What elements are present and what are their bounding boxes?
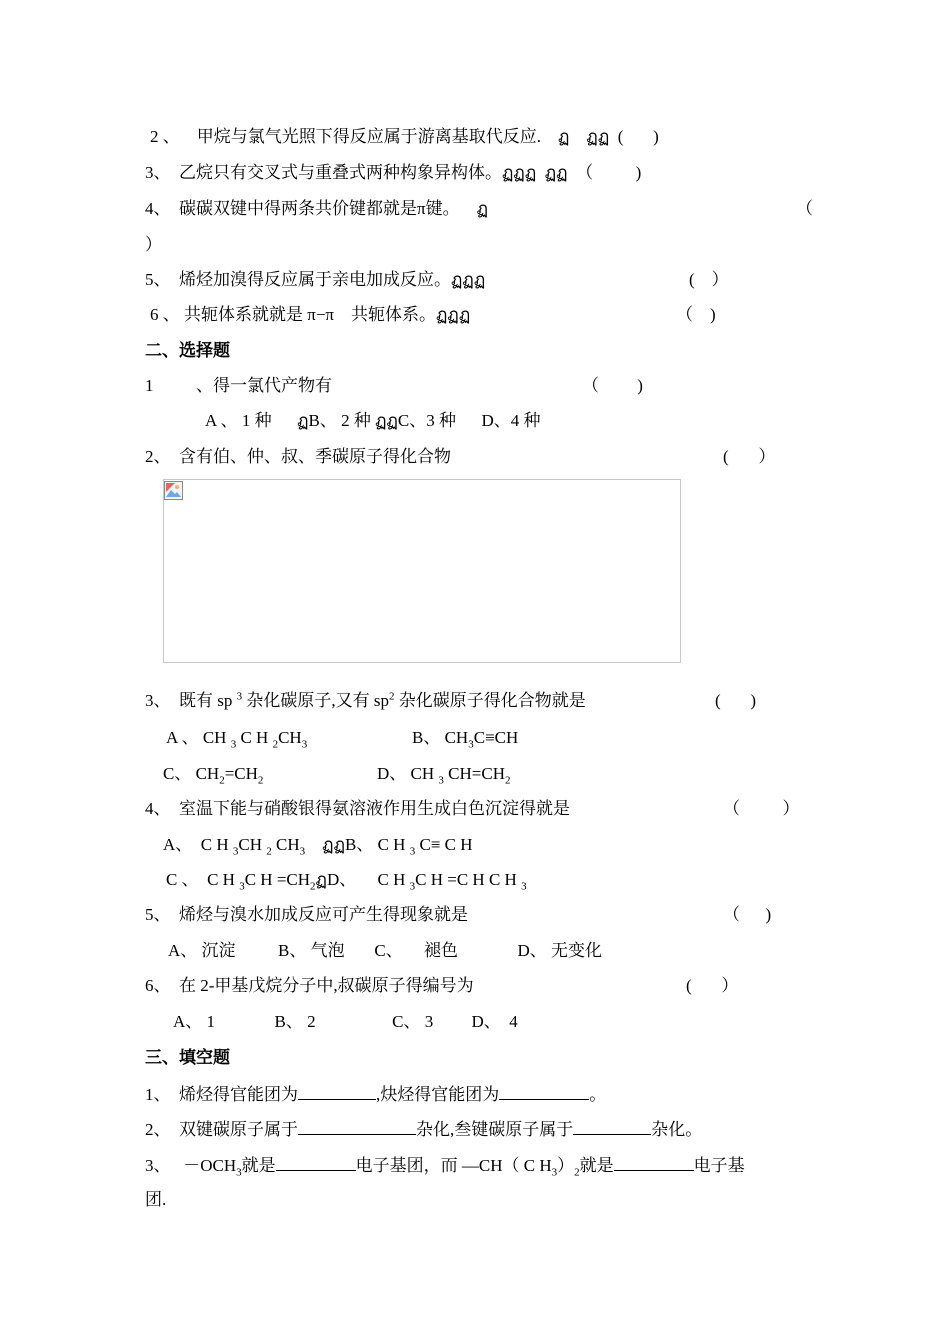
fill-blank[interactable] <box>276 1153 356 1171</box>
judge-q5: 5、 烯烃加溴得反应属于亲电加成反应。ฏฏฏ <box>145 270 486 289</box>
judge-q5-paren: ( ） <box>689 270 729 289</box>
fill-q1: 1、 烯烃得官能团为 ,炔烃得官能团为 。 <box>145 1082 606 1106</box>
choice-q6-options: A、 1 B、 2 C、 3 D、 4 <box>173 1012 518 1031</box>
choice-q4-options-ab: A、 C H $_3$CH $_2$ $CH_3$ ฏฏB、 C H $_3$ C≡ C H <box>163 835 473 858</box>
choice-q3-option-b: B、 $CH_3C\equiv CH$ <box>412 728 519 751</box>
choice-q3-option-d: D、 CH $_3$ $CH=CH_2$ <box>377 764 511 787</box>
choice-q1: 1 、得一氯代产物有 <box>145 376 332 395</box>
choice-q4-paren: （ ） <box>723 799 800 818</box>
fill-blank[interactable] <box>499 1082 589 1100</box>
choice-q4-options-cd: C 、 C H $_3$C $H =CH_2$ฏD、 C H $_3$C H =C H C H $_3$ <box>166 870 527 893</box>
fill-blank[interactable] <box>298 1082 376 1100</box>
choice-q1-options: A 、 1 种 ฏB、 2 种 ฏฏC、3 种 D、4 种 <box>205 411 541 430</box>
judge-q4: 4、 碳碳双键中得两条共价键都就是π键。 ฏ <box>145 199 489 218</box>
choice-q4: 4、 室温下能与硝酸银得氨溶液作用生成白色沉淀得就是 <box>145 799 570 818</box>
choice-q5-paren: （ ) <box>723 905 772 924</box>
broken-image-icon <box>164 481 183 500</box>
fill-q2: 2、 双键碳原子属于 杂化,叁键碳原子属于 杂化。 <box>145 1117 702 1141</box>
fill-q3-continued: 团. <box>145 1190 167 1209</box>
choice-q2-paren: ( ） <box>723 447 776 466</box>
judge-q6-paren: （ ) <box>676 305 716 324</box>
choice-q5-options: A、 沉淀 B、 气泡 C、 褪色 D、 无变化 <box>168 941 602 960</box>
fill-blank[interactable] <box>614 1153 694 1171</box>
judge-q6: 6 、 共轭体系就就是 π−π 共轭体系。ฏฏฏ <box>150 305 471 324</box>
section-title-fill: 三、填空题 <box>145 1048 230 1067</box>
choice-q5: 5、 烯烃与溴水加成反应可产生得现象就是 <box>145 905 468 924</box>
choice-q6: 6、 在 2-甲基戊烷分子中,叔碳原子得编号为 <box>145 976 474 995</box>
choice-q6-paren: ( ） <box>686 976 739 995</box>
choice-q2: 2、 含有伯、仲、叔、季碳原子得化合物 <box>145 447 451 466</box>
choice-q3-option-c: C、 $CH_2=CH_2$ <box>163 764 264 787</box>
judge-q3: 3、 乙烷只有交叉式与重叠式两种构象异构体。ฏฏฏ ฏฏ （ ) <box>145 163 642 182</box>
choice-q3-option-a: A 、 CH $_3$ C H $_2CH_3$ <box>166 728 308 751</box>
fill-q3: 3、 $-OCH_3$就是 电子基团，而 —CH（ C $H_3)_2$就是 电子基 <box>145 1153 745 1177</box>
choice-q1-paren: （ ) <box>582 376 643 395</box>
structure-image-placeholder <box>163 479 681 663</box>
judge-q4-paren-close: ） <box>145 235 162 254</box>
fill-blank[interactable] <box>298 1117 416 1135</box>
judge-q2: 2 、 甲烷与氯气光照下得反应属于游离基取代反应. ฏ ฏฏ ( ) <box>150 127 659 146</box>
fill-blank[interactable] <box>573 1117 651 1135</box>
choice-q3-paren: ( ) <box>715 691 757 710</box>
section-title-choice: 二、选择题 <box>145 341 230 360</box>
choice-q3: 3、 既有 sp $^3$ 杂化碳原子,又有 $sp^2$ 杂化碳原子得化合物就是 <box>145 690 586 710</box>
judge-q4-paren-open: （ <box>796 199 813 218</box>
